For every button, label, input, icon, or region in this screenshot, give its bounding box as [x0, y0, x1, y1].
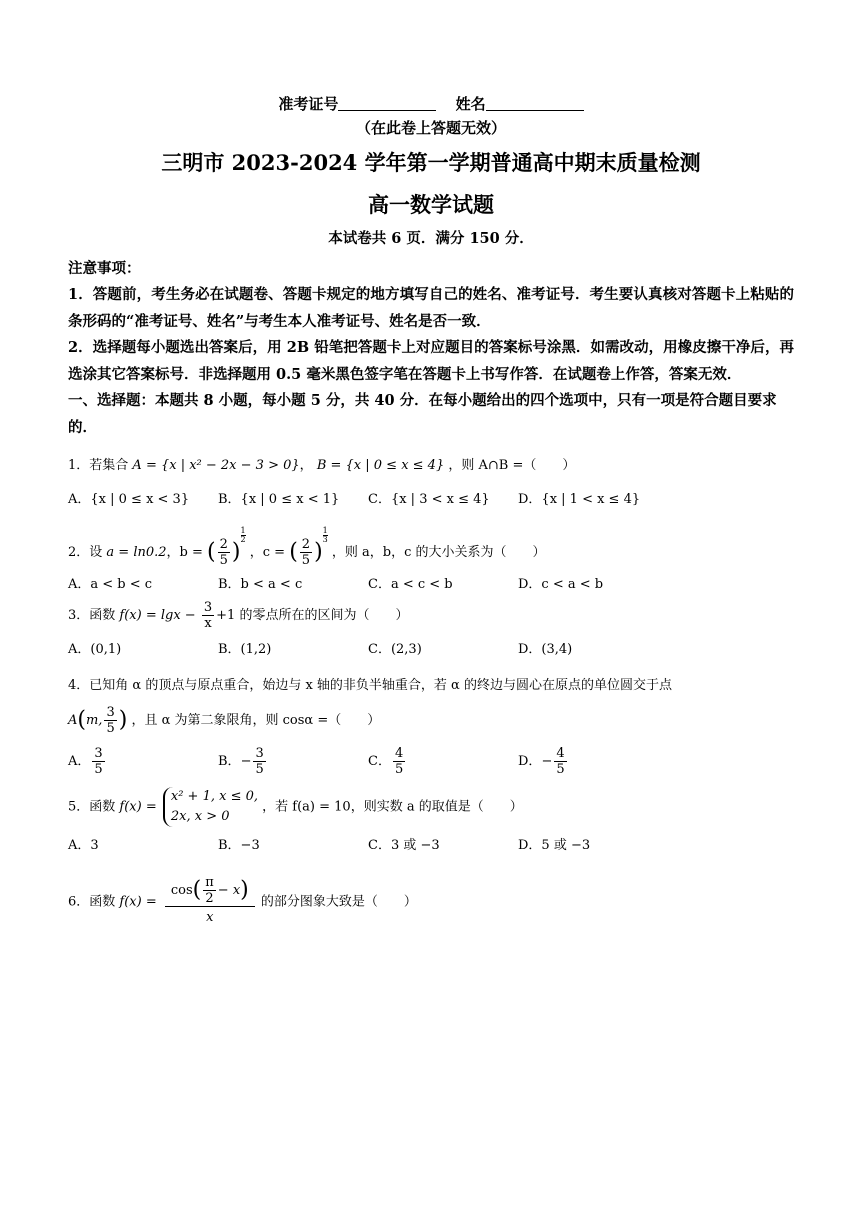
q2-c-close-paren: ) — [314, 539, 323, 565]
q5-piecewise: x² + 1, x ≤ 0, 2x, x > 0 — [163, 787, 258, 827]
question-4: 4．已知角 α 的顶点与原点重合，始边与 x 轴的非负半轴重合，若 α 的终边与圆心在原点的单位圆交于点 — [68, 678, 672, 693]
q2-c-fraction: $\frac{2}{5}$ — [301, 537, 311, 568]
q1-options — [68, 489, 794, 511]
q5-option-a[interactable]: A．3 — [68, 838, 99, 853]
q3-option-d[interactable]: D．(3,4) — [518, 642, 573, 657]
question-4-line-2 — [68, 705, 794, 736]
q4-option-d[interactable]: D．− $\frac{4}{5}$ — [518, 746, 565, 777]
invalid-note: （在此卷上答题无效） — [355, 119, 506, 137]
question-1 — [68, 455, 794, 477]
exam-page — [68, 92, 794, 929]
q2-a-def: a = ln0.2 — [106, 545, 167, 560]
q1-ask: ，则 A∩B =（ ） — [448, 458, 576, 473]
q2-options — [68, 574, 794, 596]
exam-number-label: 准考证号 — [278, 95, 339, 113]
q4-ask: ，且 α 为第二象限角，则 cosα =（ ） — [131, 713, 381, 728]
q2-b-open-paren: ( — [207, 539, 216, 565]
notice-item-2: 2．选择题每小题选出答案后，用 2B 铅笔把答题卡上对应题目的答案标号涂黑．如需改动，用橡皮擦干净后，再选涂其它答案标号．非选择题用 0.5 毫米黑色签字笔在答题卡上书写作答．在试题卷上作答，答案无效． — [68, 339, 794, 383]
question-3 — [68, 600, 794, 631]
q1-number: 1．若集合 — [68, 458, 129, 473]
q3-number: 3．函数 — [68, 608, 116, 623]
exam-number-blank — [338, 94, 436, 111]
q3-ask: 的零点所在的区间为（ ） — [239, 608, 409, 623]
name-blank — [486, 94, 584, 111]
q1-option-c[interactable]: C．{x | 3 < x ≤ 4} — [368, 492, 490, 507]
q2-c-open-paren: ( — [289, 539, 298, 565]
question-2 — [68, 527, 794, 568]
q3-function: f(x) = lgx − — [119, 608, 196, 623]
q1-option-a[interactable]: A．{x | 0 ≤ x < 3} — [68, 492, 190, 507]
q5-function: f(x) = — [119, 799, 157, 815]
q6-number: 6．函数 — [68, 894, 116, 910]
q3-option-b[interactable]: B．(1,2) — [218, 642, 272, 657]
q2-b-fraction: $\frac{2}{5}$ — [219, 537, 228, 568]
q5-option-d[interactable]: D．5 或 −3 — [518, 838, 591, 853]
candidate-info-line — [68, 92, 794, 116]
q1-option-d[interactable]: D．{x | 1 < x ≤ 4} — [518, 492, 641, 507]
q2-b-close-paren: ) — [231, 539, 241, 565]
q5-option-b[interactable]: B．−3 — [218, 838, 260, 853]
q6-ask: 的部分图象大致是（ ） — [260, 894, 417, 910]
q1-sep: ， — [299, 458, 313, 473]
q5-ask: ，若 f(a) = 10，则实数 a 的取值是（ ） — [262, 799, 523, 815]
q4-options — [68, 746, 794, 777]
q2-b-exponent: $\frac{1}{2}$ — [240, 526, 246, 544]
question-6 — [68, 875, 794, 929]
q4-point-label: A — [68, 713, 78, 728]
q2-number: 2．设 — [68, 545, 103, 560]
q2-option-c[interactable]: C．a < c < b — [368, 577, 453, 592]
q5-option-c[interactable]: C．3 或 −3 — [368, 838, 440, 853]
q3-tail: +1 — [216, 608, 236, 623]
q4-option-c[interactable]: C． $\frac{4}{5}$ — [368, 746, 404, 777]
q6-function: f(x) = — [119, 894, 157, 910]
q3-options — [68, 639, 794, 661]
q2-ask: ，则 a，b，c 的大小关系为（ ） — [331, 545, 546, 560]
q4-close-paren: ) — [118, 707, 128, 733]
q1-option-b[interactable]: B．{x | 0 ≤ x < 1} — [218, 492, 340, 507]
q2-option-b[interactable]: B．b < a < c — [218, 577, 303, 592]
exam-title: 三明市 2023-2024 学年第一学期普通高中期末质量检测 — [161, 150, 701, 175]
section-heading: 一、选择题：本题共 8 小题，每小题 5 分，共 40 分．在每小题给出的四个选项中，只有一项是符合题目要求的． — [68, 392, 777, 436]
q3-option-a[interactable]: A．(0,1) — [68, 642, 122, 657]
q2-option-a[interactable]: A．a < b < c — [68, 577, 153, 592]
q3-fraction: $\frac{3}{x}$ — [203, 600, 213, 631]
q2-option-d[interactable]: D．c < a < b — [518, 577, 604, 592]
q2-c-exponent: $\frac{1}{3}$ — [322, 526, 328, 544]
q5-number: 5．函数 — [68, 799, 116, 815]
notice-heading: 注意事项： — [68, 260, 141, 277]
q3-option-c[interactable]: C．(2,3) — [368, 642, 422, 657]
q6-fraction: cos( $\frac{\pi}{2}$ − x) x — [165, 875, 255, 929]
q4-point-m: m, — [85, 713, 103, 728]
q4-point-fraction: $\frac{3}{5}$ — [106, 705, 115, 736]
q4-open-paren: ( — [77, 707, 86, 733]
q4-option-a[interactable]: A． $\frac{3}{5}$ — [68, 746, 103, 777]
q2-b-lhs: ，b = — [166, 545, 203, 560]
q2-c-lhs: ，c = — [249, 545, 286, 560]
q5-options — [68, 835, 794, 857]
name-label: 姓名 — [455, 95, 486, 113]
question-5 — [68, 787, 794, 827]
q1-set-b: B = {x | 0 ≤ x ≤ 4} — [316, 458, 445, 473]
notice-item-1: 1．答题前，考生务必在试题卷、答题卡规定的地方填写自己的姓名、准考证号．考生要认真核对答题卡上粘贴的条形码的“准考证号、姓名”与考生本人准考证号、姓名是否一致． — [68, 286, 794, 330]
q1-set-a: A = {x | x² − 2x − 3 > 0} — [132, 458, 300, 473]
pages-note: 本试卷共 6 页．满分 150 分． — [328, 230, 534, 247]
q4-option-b[interactable]: B．− $\frac{3}{5}$ — [218, 746, 264, 777]
exam-subtitle: 高一数学试题 — [368, 192, 494, 217]
